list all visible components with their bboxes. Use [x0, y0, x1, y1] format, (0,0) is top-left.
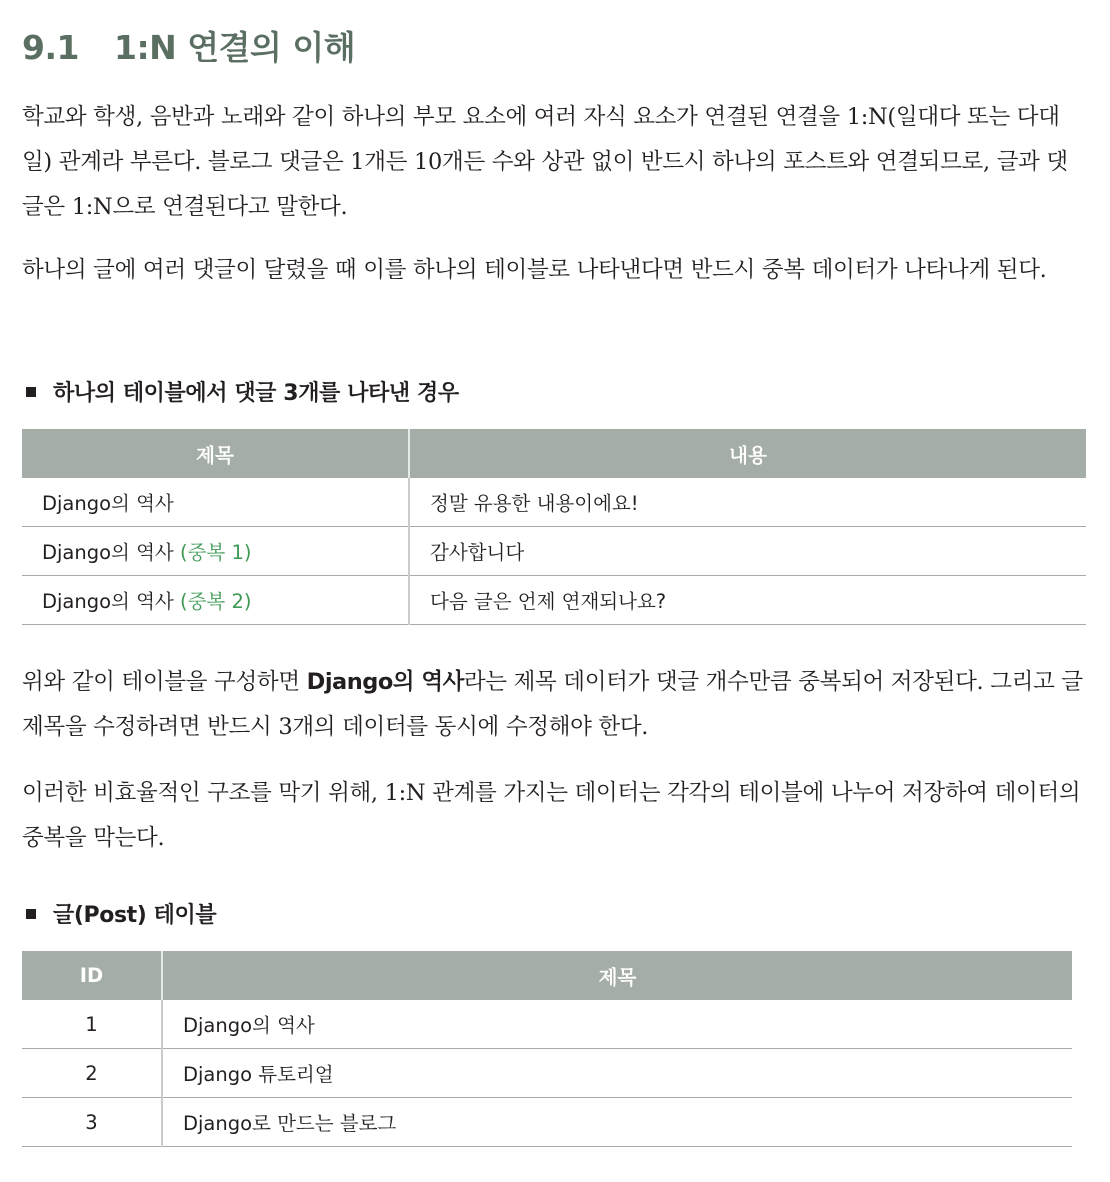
- section-number: 9.1: [22, 28, 79, 67]
- cell-title: Django 튜토리얼: [162, 1049, 1072, 1098]
- table-row: [22, 527, 1086, 576]
- paragraph-3-text: 위와 같이 테이블을 구성하면: [22, 669, 307, 695]
- paragraph-4: 이러한 비효율적인 구조를 막기 위해, 1:N 관계를 가지는 데이터는 각각의 테이블에 나누어 저장하여 데이터의 중복을 막는다.: [22, 780, 1081, 851]
- table-row: [22, 576, 1086, 625]
- table-header-row: [22, 429, 1086, 478]
- column-header-title: 제목: [22, 429, 409, 478]
- table2-heading-text: 글(Post) 테이블: [53, 903, 217, 928]
- cell-content: 감사합니다: [409, 527, 1086, 576]
- table2-heading: [26, 898, 216, 929]
- cell-title: [22, 527, 409, 576]
- duplicate-note: (중복 1): [179, 541, 252, 564]
- cell-content: 다음 글은 언제 연재되나요?: [409, 576, 1086, 625]
- cell-title: Django의 역사: [162, 1000, 1072, 1049]
- duplicate-note: (중복 2): [179, 590, 252, 613]
- section-title: 1:N 연결의 이해: [114, 28, 356, 67]
- post-table: [22, 951, 1072, 1147]
- cell-title-text: Django의 역사: [42, 541, 180, 564]
- cell-title: Django로 만드는 블로그: [162, 1098, 1072, 1147]
- comments-table: [22, 429, 1086, 625]
- paragraph-3-bold: Django의 역사: [306, 669, 464, 695]
- paragraph-3-text-after: 라는 제목 데이터가 댓글 개수만큼 중복되어 저장된다. 그리고 글 제목을 수정하려면 반드시 3개의 데이터를 동시에 수정해야 한다.: [22, 669, 1083, 740]
- column-header-content: 내용: [409, 429, 1086, 478]
- paragraph-2: 하나의 글에 여러 댓글이 달렸을 때 이를 하나의 테이블로 나타낸다면 반드시 중복 데이터가 나타나게 된다.: [22, 257, 1047, 283]
- table-header-row: [22, 951, 1072, 1000]
- column-header-id: ID: [22, 951, 162, 1000]
- paragraph-1: 학교와 학생, 음반과 노래와 같이 하나의 부모 요소에 여러 자식 요소가 연결된 연결을 1:N(일대다 또는 다대일) 관계라 부른다. 블로그 댓글은 1개든 10개든 수와 상관 없이 반드시 하나의 포스트와 연결되므로, 글과 댓글은 1:N으로 연결된다고 말한다.: [22, 104, 1068, 220]
- section-heading: [22, 22, 355, 69]
- cell-title: [22, 576, 409, 625]
- square-bullet-icon: [26, 909, 36, 919]
- table-row: [22, 1049, 1072, 1098]
- table-row: [22, 1000, 1072, 1049]
- table1-heading: [26, 376, 459, 407]
- table1-heading-text: 하나의 테이블에서 댓글 3개를 나타낸 경우: [53, 381, 459, 406]
- cell-title-text: Django의 역사: [42, 492, 174, 515]
- cell-id: 1: [22, 1000, 162, 1049]
- cell-content: 정말 유용한 내용이에요!: [409, 478, 1086, 527]
- cell-id: 3: [22, 1098, 162, 1147]
- table-row: [22, 1098, 1072, 1147]
- column-header-title: 제목: [162, 951, 1072, 1000]
- paragraph-3: [22, 660, 1088, 750]
- square-bullet-icon: [26, 387, 36, 397]
- cell-id: 2: [22, 1049, 162, 1098]
- cell-title: [22, 478, 409, 527]
- table-row: [22, 478, 1086, 527]
- cell-title-text: Django의 역사: [42, 590, 180, 613]
